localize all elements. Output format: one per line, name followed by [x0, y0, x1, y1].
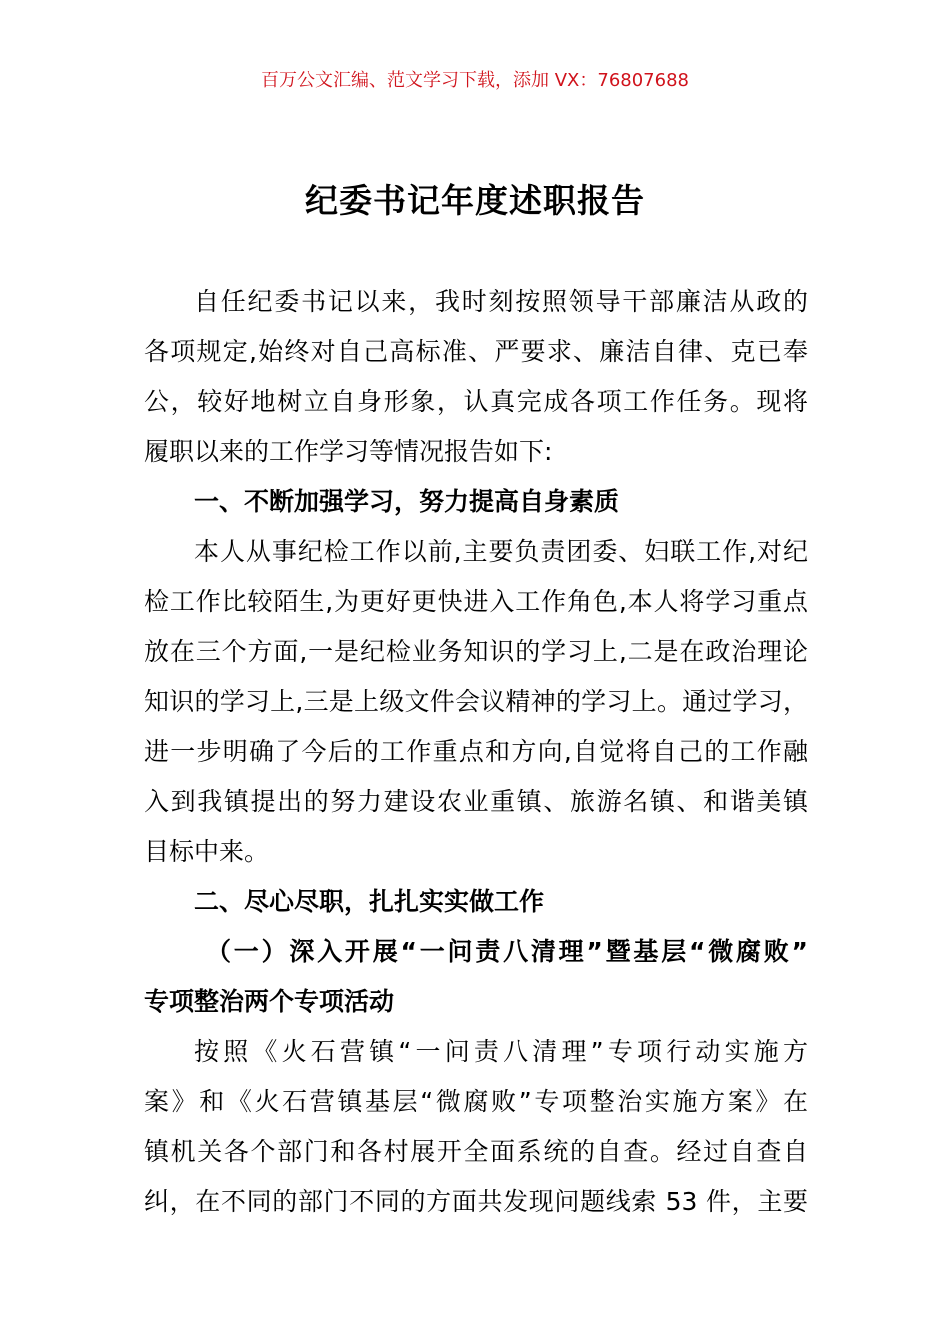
- section-1-line: 本人从事纪检工作以前,主要负责团委、妇联工作,对纪: [194, 537, 808, 566]
- header-watermark-note: 百万公文汇编、范文学习下载，添加 VX：76807688: [261, 70, 689, 91]
- intro-line: 公，较好地树立自身形象，认真完成各项工作任务。现将: [144, 387, 808, 416]
- section-1-heading: 一、不断加强学习，努力提高自身素质: [194, 487, 620, 516]
- subsection-1-heading: 专项整治两个专项活动: [144, 987, 395, 1016]
- intro-line: 履职以来的工作学习等情况报告如下:: [144, 437, 553, 466]
- document-body: [144, 277, 808, 1227]
- section-1-line: 放在三个方面,一是纪检业务知识的学习上,二是在政治理论: [144, 637, 808, 666]
- subsection-1-line: 镇机关各个部门和各村展开全面系统的自查。经过自查自: [144, 1137, 808, 1166]
- subsection-1-line: 案》和《火石营镇基层“微腐败”专项整治实施方案》在: [144, 1087, 808, 1116]
- subsection-1-line: 纠，在不同的部门不同的方面共发现问题线索 53 件，主要: [144, 1187, 808, 1216]
- section-1-line: 检工作比较陌生,为更好更快进入工作角色,本人将学习重点: [144, 587, 808, 616]
- intro-line: 自任纪委书记以来，我时刻按照领导干部廉洁从政的: [194, 287, 808, 316]
- section-2-heading: 二、尽心尽职，扎扎实实做工作: [194, 887, 545, 916]
- subsection-1-line: 按照《火石营镇“一问责八清理”专项行动实施方: [194, 1037, 808, 1066]
- section-1-line: 进一步明确了今后的工作重点和方向,自觉将自己的工作融: [144, 737, 808, 766]
- section-1-line: 知识的学习上,三是上级文件会议精神的学习上。通过学习，: [144, 687, 808, 716]
- section-1-line: 入到我镇提出的努力建设农业重镇、旅游名镇、和谐美镇: [144, 787, 808, 816]
- intro-line: 各项规定,始终对自己高标准、严要求、廉洁自律、克已奉: [144, 337, 808, 366]
- section-1-line: 目标中来。: [144, 837, 270, 866]
- subsection-1-heading: （一）深入开展“一问责八清理”暨基层“微腐败”: [206, 937, 808, 966]
- document-title: 纪委书记年度述职报告: [305, 181, 645, 220]
